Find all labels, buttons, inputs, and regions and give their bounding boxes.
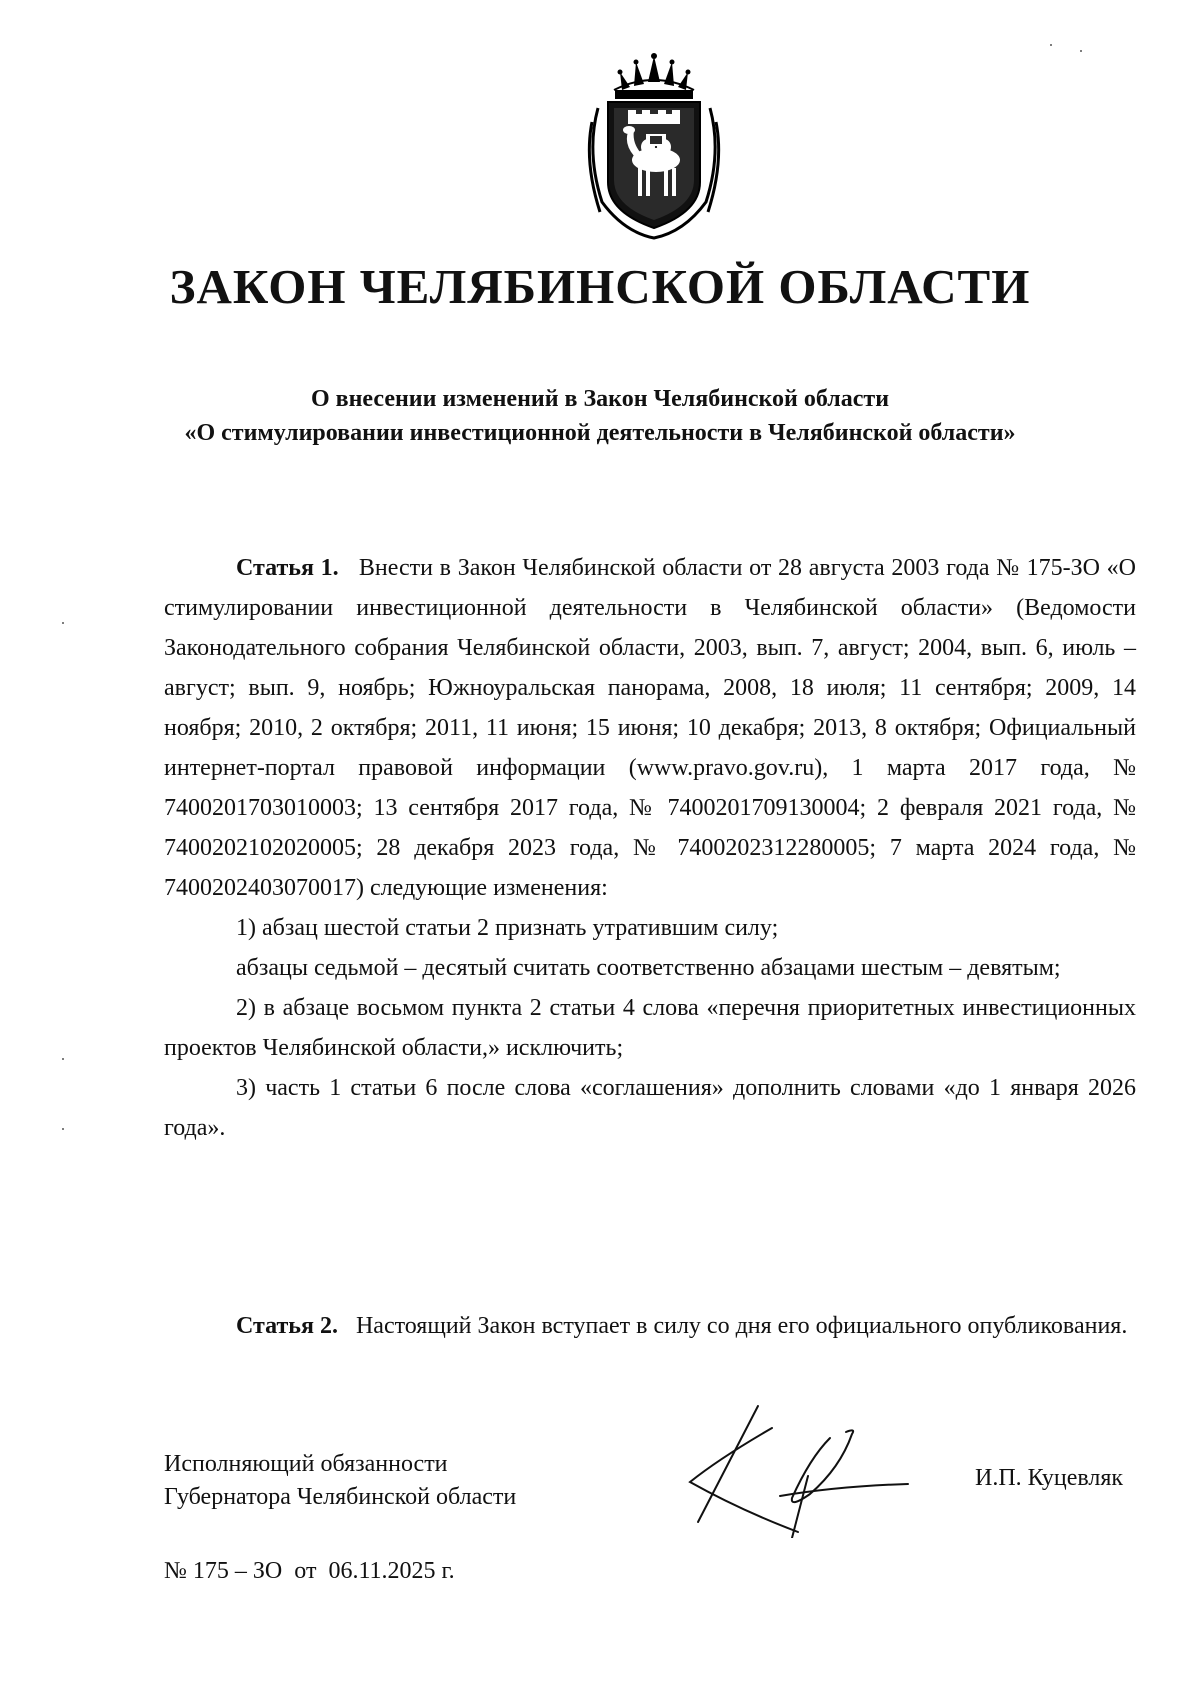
- article-1-intro: [164, 548, 1136, 908]
- article-2-text: Настоящий Закон вступает в силу со дня его официального опубликования.: [355, 1313, 1128, 1339]
- handwritten-signature-icon: [680, 1398, 910, 1538]
- article-2-label: Статья 2.: [236, 1313, 338, 1339]
- article-1-item-1-note: абзацы седьмой – десятый считать соответственно абзацами шестым – девятым;: [236, 955, 1061, 981]
- scan-speck: [62, 1128, 64, 1130]
- signer-name: И.П. Куцевляк: [975, 1465, 1124, 1491]
- law-number-date: [164, 1558, 455, 1585]
- article-1-text: Внести в Закон Челябинской области от 28 августа 2003 года № 175-ЗО «О стимулировании инвестиционной деятельности в Челябинской области» (Ведомости Законодательного собрания Челябинской области, 2003, вып. 7, август; 2004, вып. 6, июль – август; вып. 9, ноябрь; Южноуральская панорама, 2008, 18 июля; 11 сентября; 2009, 14 ноября; 2010, 2 октября; 2011, 11 июня; 15 июня; 10 декабря; 2013, 8 октября; Официальный интернет-портал правовой информации (www.pravo.gov.ru), 1 марта 2017 года, № 7400201703010003; 13 сентября 2017 года, № 7400201709130004; 2 февраля 2021 года, № 7400202102020005; 28 декабря 2023 года, № 7400202312280005; 7 марта 2024 года, № 7400202403070017) следующие изменения:: [164, 555, 1137, 901]
- article-1-item-1: 1) абзац шестой статьи 2 признать утратившим силу;: [236, 915, 779, 941]
- law-title: ЗАКОН ЧЕЛЯБИНСКОЙ ОБЛАСТИ: [169, 259, 1031, 314]
- law-date: 06.11.2025 г.: [328, 1558, 455, 1584]
- chelyabinsk-coat-of-arms-icon: [584, 52, 724, 242]
- article-1-item-2: 2) в абзаце восьмом пункта 2 статьи 4 слова «перечня приоритетных инвестиционных проектов Челябинской области,» исключить;: [164, 995, 1136, 1061]
- article-2: [164, 1306, 1136, 1346]
- scan-speck: [62, 1058, 64, 1060]
- law-subtitle: [0, 382, 1200, 450]
- article-1: [164, 548, 1136, 1148]
- scan-speck: [62, 622, 64, 624]
- subtitle-line-1: О внесении изменений в Закон Челябинской области: [310, 386, 890, 412]
- scan-speck: [1050, 44, 1052, 46]
- subtitle-line-2: «О стимулировании инвестиционной деятельности в Челябинской области»: [184, 420, 1016, 446]
- law-number: № 175 – ЗО: [164, 1558, 283, 1584]
- signer-role-line-2: Губернатора Челябинской области: [164, 1484, 517, 1510]
- date-from-word: от: [294, 1558, 317, 1584]
- signer-role: [164, 1448, 516, 1514]
- signer-role-line-1: Исполняющий обязанности: [164, 1451, 448, 1477]
- article-1-item-3: 3) часть 1 статьи 6 после слова «соглашения» дополнить словами «до 1 января 2026 года».: [164, 1075, 1136, 1141]
- article-1-label: Статья 1.: [236, 555, 339, 581]
- scan-speck: [1080, 50, 1082, 52]
- article-2-paragraph: [164, 1306, 1136, 1346]
